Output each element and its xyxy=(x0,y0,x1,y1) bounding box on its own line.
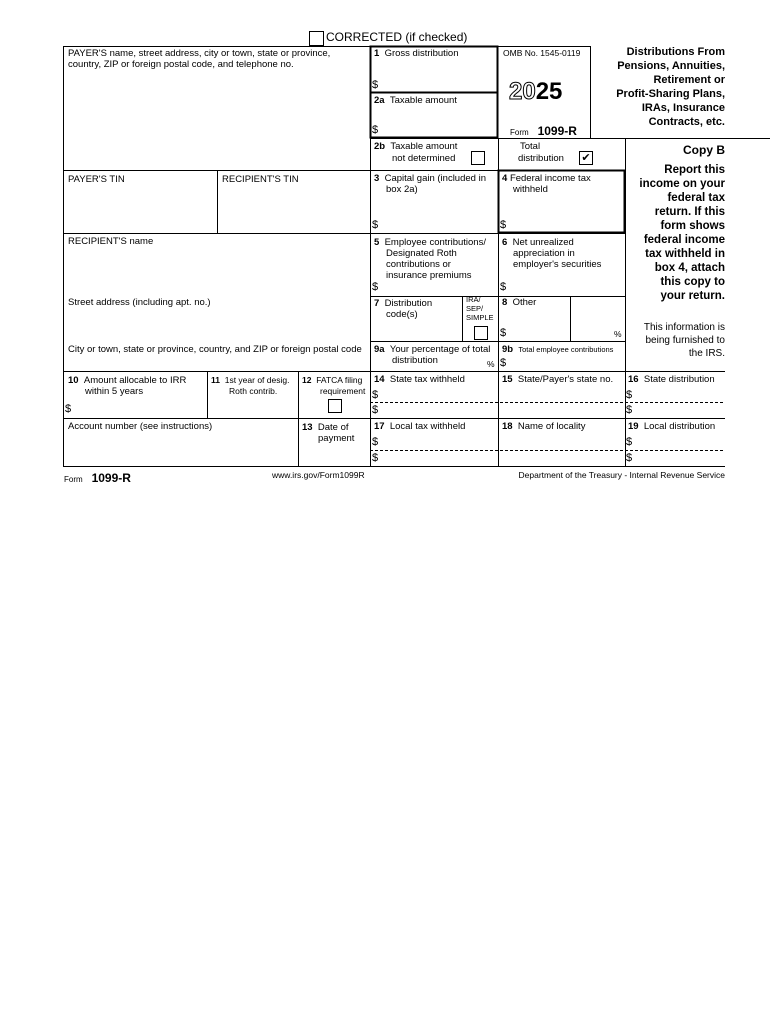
box4-label-2: withheld xyxy=(513,184,548,195)
box1-dollar: $ xyxy=(372,79,379,91)
fatca-checkbox[interactable] xyxy=(328,399,342,413)
recipient-tin-label: RECIPIENT'S TIN xyxy=(222,174,299,185)
box16-label: 16 State distribution xyxy=(628,374,715,385)
box12-label: 12 FATCA filing requirement xyxy=(302,375,366,396)
box5-label: 5 Employee contributions/ Designated Roth contributions or insurance premiums xyxy=(374,237,486,281)
street-address-field[interactable] xyxy=(66,311,366,339)
box16-dollar-1: $ xyxy=(626,389,633,401)
total-distribution-label-2: distribution xyxy=(518,153,564,164)
box2a-dollar: $ xyxy=(372,124,379,136)
box8-percent: % xyxy=(614,329,622,339)
box1-gross-distribution-field[interactable] xyxy=(382,62,494,90)
box19-dollar-1: $ xyxy=(626,436,633,448)
box4-dollar: $ xyxy=(500,219,507,231)
corrected-label: CORRECTED (if checked) xyxy=(326,30,468,44)
box9b-label: 9b Total employee contributions xyxy=(502,344,614,355)
account-number-label: Account number (see instructions) xyxy=(68,421,213,432)
box6-label: 6 Net unrealized appreciation in employer's securities xyxy=(502,237,602,270)
city-field[interactable] xyxy=(66,357,366,369)
payer-name-label-2: country, ZIP or foreign postal code, and telephone no. xyxy=(68,59,294,70)
total-distribution-label: Total xyxy=(520,141,541,152)
street-address-label: Street address (including apt. no.) xyxy=(68,297,211,308)
recipient-tin-field[interactable] xyxy=(220,188,367,230)
footer-department: Department of the Treasury - Internal Revenue Service xyxy=(518,470,725,480)
box11-label: 11 1st year of desig. Roth contrib. xyxy=(211,375,290,396)
ira-sep-simple-checkbox[interactable] xyxy=(474,326,488,340)
box19-dollar-2: $ xyxy=(626,452,633,464)
box2b-label: 2b Taxable amount xyxy=(374,141,458,152)
omb-number: OMB No. 1545-0119 xyxy=(503,48,581,58)
ira-sep-simple-label: IRA/ SEP/ SIMPLE xyxy=(466,295,494,322)
tax-year: 2025 xyxy=(509,78,563,105)
footer-form-id: Form 1099-R xyxy=(64,471,131,485)
box3-dollar: $ xyxy=(372,219,379,231)
box13-label: 13 Date of payment xyxy=(302,422,355,444)
payer-tin-field[interactable] xyxy=(66,188,214,230)
box17-dollar-1: $ xyxy=(372,436,379,448)
box2b-label-2: not determined xyxy=(392,153,456,164)
account-number-field[interactable] xyxy=(66,435,295,463)
corrected-checkbox[interactable] xyxy=(309,31,324,46)
city-label: City or town, state or province, country, and ZIP or foreign postal code xyxy=(68,344,362,355)
total-distribution-checkbox[interactable]: ✔ xyxy=(579,151,593,165)
box9a-percent: % xyxy=(487,359,495,369)
payer-name-field[interactable] xyxy=(66,72,366,167)
box9b-dollar: $ xyxy=(500,357,507,369)
box9a-label-2: distribution xyxy=(392,355,438,366)
box9a-label: 9a Your percentage of total xyxy=(374,344,491,355)
box2a-label: 2a Taxable amount xyxy=(374,95,457,106)
recipient-name-field[interactable] xyxy=(66,250,366,292)
box3-label: 3 Capital gain (included in xyxy=(374,173,486,184)
box14-label: 14 State tax withheld xyxy=(374,374,465,385)
box18-label: 18 Name of locality xyxy=(502,421,586,432)
box3-label-2: box 2a) xyxy=(386,184,418,195)
form-id: Form 1099-R xyxy=(510,124,577,138)
box1-label: 1 Gross distribution xyxy=(374,48,459,59)
box17-dollar-2: $ xyxy=(372,452,379,464)
box5-dollar: $ xyxy=(372,281,379,293)
box10-dollar: $ xyxy=(65,403,72,415)
box7-label: 7 Distribution code(s) xyxy=(374,298,433,320)
box19-label: 19 Local distribution xyxy=(628,421,716,432)
payer-tin-label: PAYER'S TIN xyxy=(68,174,125,185)
report-instructions: Report this income on your federal tax return. If this form shows federal income tax withheld in box 4, attach this copy to your return. xyxy=(639,164,725,302)
box6-dollar: $ xyxy=(500,281,507,293)
box2a-taxable-amount-field[interactable] xyxy=(382,108,494,135)
box17-label: 17 Local tax withheld xyxy=(374,421,466,432)
footer-url[interactable]: www.irs.gov/Form1099R xyxy=(272,470,365,480)
box16-dollar-2: $ xyxy=(626,404,633,416)
box8-label: 8 Other xyxy=(502,297,537,308)
irs-note: This information is being furnished to the IRS. xyxy=(643,322,725,359)
box10-label: 10 Amount allocable to IRR within 5 years xyxy=(68,375,187,397)
box14-dollar-1: $ xyxy=(372,389,379,401)
box8-dollar: $ xyxy=(500,327,507,339)
copy-b-label: Copy B xyxy=(683,143,725,157)
recipient-name-label: RECIPIENT'S name xyxy=(68,236,154,247)
payer-name-label: PAYER'S name, street address, city or town, state or province, xyxy=(68,48,331,59)
box4-label: 4 Federal income tax xyxy=(502,173,591,184)
box14-dollar-2: $ xyxy=(372,404,379,416)
box2b-checkbox[interactable] xyxy=(471,151,485,165)
form-title: Distributions From Pensions, Annuities, Retirement or Profit-Sharing Plans, IRAs, Insurance Contracts, etc. xyxy=(616,46,725,128)
box15-label: 15 State/Payer's state no. xyxy=(502,374,614,385)
